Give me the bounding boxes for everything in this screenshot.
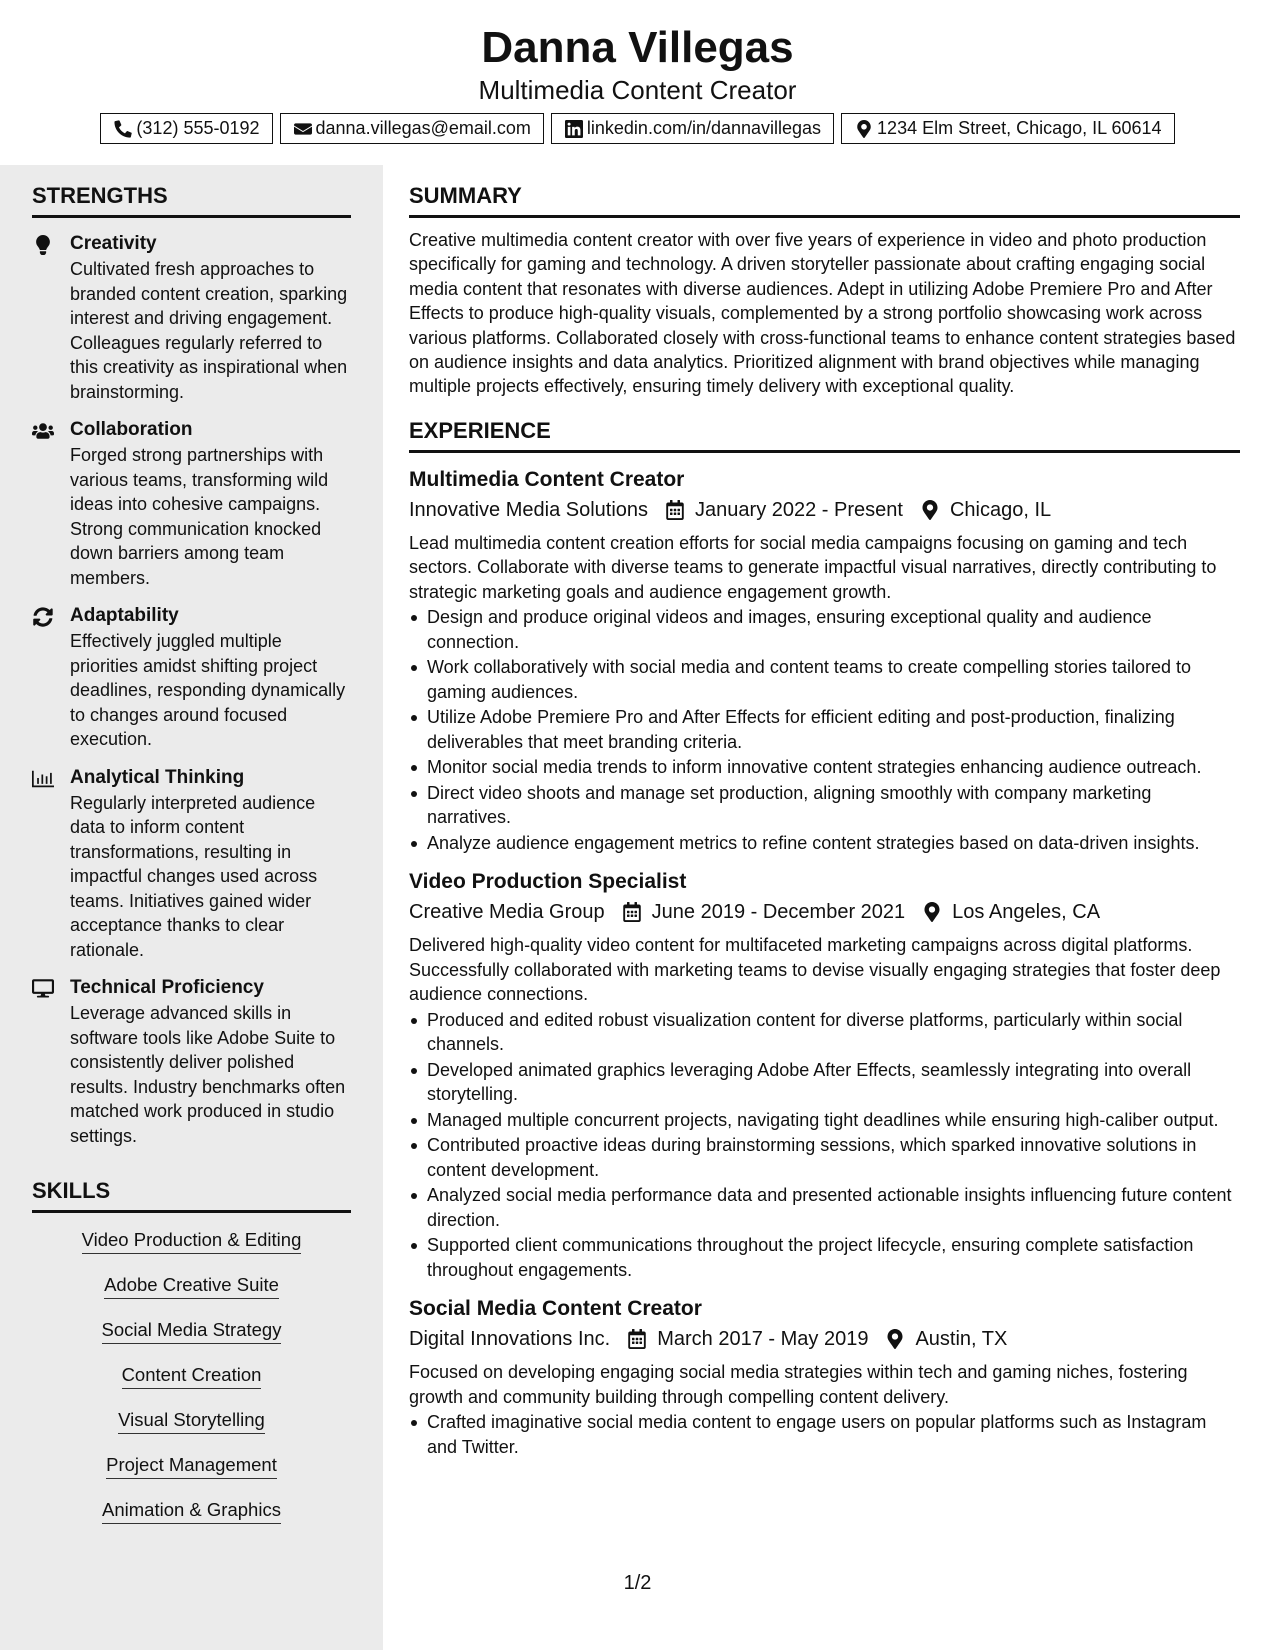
job-dates: June 2019 - December 2021 [651,901,906,924]
skill-tag: Video Production & Editing [82,1228,302,1254]
refresh-icon [32,607,54,627]
summary-heading: SUMMARY [409,165,1240,218]
map-pin-icon [922,902,942,922]
map-pin-icon [855,120,873,138]
contact-linkedin [551,113,834,144]
contact-phone-text: (312) 555-0192 [136,118,260,138]
job-entry [409,868,1240,1282]
job-title: Multimedia Content Creator [409,467,685,491]
list-item: Monitor social media trends to inform innovative content strategies enhancing audience outreach. [409,755,1240,780]
candidate-name: Danna Villegas [481,23,794,72]
calendar-icon [627,1329,647,1349]
job-location: Austin, TX [915,1328,1008,1351]
contact-email-text: danna.villegas@email.com [315,118,531,138]
job-meta [409,897,1240,927]
experience-heading: EXPERIENCE [409,400,1240,453]
skill-tag: Social Media Strategy [102,1318,282,1344]
skills-heading: SKILLS [32,1160,351,1213]
strength-item [32,975,351,1148]
job-company: Creative Media Group [409,901,605,924]
strength-item [32,231,351,404]
main-content [409,165,1240,1650]
calendar-icon [665,500,685,520]
desktop-icon [32,979,54,999]
job-description: Delivered high-quality video content for multifaceted marketing campaigns across digital platforms. Successfully collaborated with marketing teams to devise visually engaging strategies that foster deep audience connections. [409,935,1221,1005]
skills-list [32,1213,351,1543]
resume-header [0,0,1275,165]
job-bullets [409,1410,1240,1459]
contact-phone [100,113,272,144]
job-title: Social Media Content Creator [409,1297,702,1321]
strength-item [32,765,351,963]
strength-item [32,603,351,752]
job-company: Innovative Media Solutions [409,498,649,521]
list-item: Contributed proactive ideas during brainstorming sessions, which sparked innovative solutions in content development. [409,1133,1240,1182]
skill-tag: Project Management [106,1453,277,1479]
strength-description: Leverage advanced skills in software tools like Adobe Suite to consistently deliver polished results. Industry benchmarks often matched work produced in studio settings. [70,1003,346,1146]
bar-chart-icon [32,769,54,789]
job-meta [409,1324,1240,1354]
contact-linkedin-text: linkedin.com/in/dannavillegas [586,118,822,138]
strength-title: Technical Proficiency [70,977,264,998]
job-dates: March 2017 - May 2019 [657,1328,869,1351]
list-item: Developed animated graphics leveraging Adobe After Effects, seamlessly integrating into overall storytelling. [409,1058,1240,1107]
list-item: Produced and edited robust visualization content for diverse platforms, particularly within social channels. [409,1008,1240,1057]
job-description: Lead multimedia content creation efforts for social media campaigns focusing on gaming and tech sectors. Collaborate with diverse teams to generate impactful visual narratives, directly contributing to strategic marketing goals and audience engagement growth. [409,532,1217,602]
strength-title: Analytical Thinking [70,766,245,788]
linkedin-icon [565,120,583,138]
sidebar [0,165,383,1650]
list-item: Supported client communications throughout the project lifecycle, ensuring complete satisfaction throughout engagements. [409,1233,1240,1282]
strength-title: Creativity [70,233,157,254]
job-description: Focused on developing engaging social media strategies within tech and gaming niches, fostering growth and community building through compelling content delivery. [409,1362,1188,1407]
list-item: Direct video shoots and manage set production, aligning smoothly with company marketing narratives. [409,781,1240,830]
envelope-icon [294,120,312,138]
skill-tag: Adobe Creative Suite [104,1273,279,1299]
contact-address-text: 1234 Elm Street, Chicago, IL 60614 [877,118,1162,138]
candidate-title: Multimedia Content Creator [478,75,797,105]
job-bullets [409,1008,1240,1283]
strengths-heading: STRENGTHS [32,165,351,218]
skill-tag: Animation & Graphics [102,1498,281,1524]
job-location: Chicago, IL [949,498,1052,521]
skill-tag: Visual Storytelling [118,1408,265,1434]
calendar-icon [622,902,642,922]
strength-item [32,417,351,590]
job-title: Video Production Specialist [409,870,687,894]
list-item: Work collaboratively with social media and content teams to create compelling stories tailored to gaming audiences. [409,655,1240,704]
strengths-list [32,218,351,1148]
lightbulb-icon [32,235,54,255]
list-item: Analyzed social media performance data and presented actionable insights influencing future content direction. [409,1183,1240,1232]
job-bullets [409,605,1240,855]
list-item: Utilize Adobe Premiere Pro and After Effects for efficient editing and post-production, finalizing deliverables that meet branding criteria. [409,705,1240,754]
job-company: Digital Innovations Inc. [409,1328,611,1351]
job-entry [409,1295,1240,1459]
strength-title: Adaptability [70,605,179,626]
job-meta [409,495,1240,525]
strength-description: Regularly interpreted audience data to inform content transformations, resulting in impactful changes used across teams. Initiatives gained wider acceptance thanks to clear rationale. [70,792,318,960]
contact-info [0,113,1275,144]
list-item: Crafted imaginative social media content to engage users on popular platforms such as Instagram and Twitter. [409,1410,1240,1459]
list-item: Analyze audience engagement metrics to refine content strategies based on data-driven insights. [409,831,1240,856]
summary-text: Creative multimedia content creator with over five years of experience in video and photo production specifically for gaming and technology. A driven storyteller passionate about crafting engaging social media content that resonates with diverse audiences. Adept in utilizing Adobe Premiere Pro and After Effects to produce high-quality visuals, complemented by a strong portfolio showcasing work across various platforms. Collaborated closely with cross-functional teams to enhance content strategies based on audience insights and data analytics. Prioritized alignment with brand objectives while managing multiple projects effectively, ensuring timely delivery with exceptional quality. [409,230,1236,397]
page-number: 1/2 [623,1572,652,1594]
job-dates: January 2022 - Present [695,498,903,521]
contact-email [280,113,544,144]
job-location: Los Angeles, CA [952,901,1101,924]
strength-description: Effectively juggled multiple priorities amidst shifting project deadlines, responding dynamically to changes around focused execution. [70,631,346,749]
strength-title: Collaboration [70,419,193,440]
map-pin-icon [885,1329,905,1349]
map-pin-icon [920,500,940,520]
strength-description: Cultivated fresh approaches to branded content creation, sparking interest and driving engagement. Colleagues regularly referred to this creativity as inspirational when brainstorming. [70,259,348,402]
skill-tag: Content Creation [122,1363,262,1389]
list-item: Managed multiple concurrent projects, navigating tight deadlines while ensuring high-caliber output. [409,1108,1240,1133]
job-entry [409,466,1240,856]
contact-address [841,113,1175,144]
list-item: Design and produce original videos and images, ensuring exceptional quality and audience connection. [409,605,1240,654]
strength-description: Forged strong partnerships with various teams, transforming wild ideas into cohesive campaigns. Strong communication knocked down barriers among team members. [70,445,329,588]
users-icon [32,421,54,441]
phone-icon [114,120,132,138]
